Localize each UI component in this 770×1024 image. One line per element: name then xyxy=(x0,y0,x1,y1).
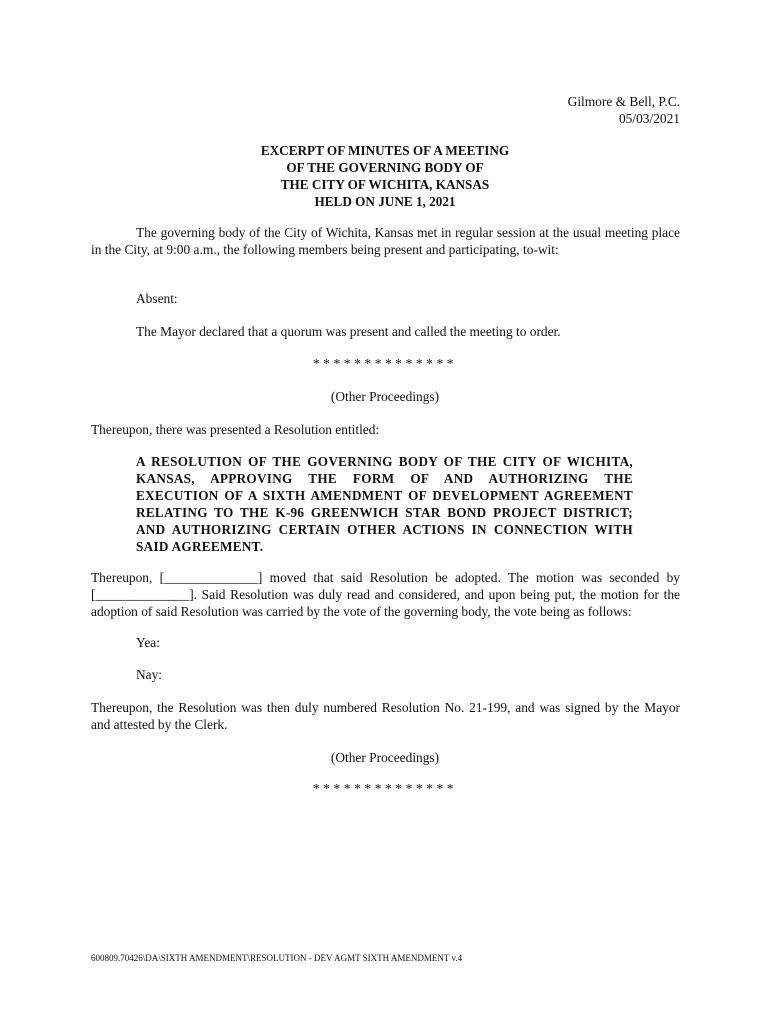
yea-label: Yea: xyxy=(136,635,160,650)
firm-name: Gilmore & Bell, P.C. xyxy=(567,94,680,109)
title-line-1: EXCERPT OF MINUTES OF A MEETING xyxy=(260,143,510,158)
firm-header xyxy=(568,93,680,127)
separator-stars-top: ************** xyxy=(312,356,458,371)
motion-paragraph: Thereupon, [______________] moved that said Resolution be adopted. The motion was seconded by [______________]. Said Resolution was duly read and considered, and upon being put, the motion for the adoption of said Resolution was carried by the vote of the governing body, the vote being as follows: xyxy=(91,570,680,619)
other-proceedings-top: (Other Proceedings) xyxy=(330,389,440,404)
title-line-4: HELD ON JUNE 1, 2021 xyxy=(314,194,456,209)
quorum-statement: The Mayor declared that a quorum was present and called the meeting to order. xyxy=(136,324,561,339)
title-line-2: OF THE GOVERNING BODY OF xyxy=(286,160,484,175)
opening-paragraph: The governing body of the City of Wichita, Kansas met in regular session at the usual meeting place in the City, at 9:00 a.m., the following members being present and participating, to-wit: xyxy=(91,225,680,257)
nay-label: Nay: xyxy=(136,667,163,682)
resolution-title: A RESOLUTION OF THE GOVERNING BODY OF THE CITY OF WICHITA, KANSAS, APPROVING THE FORM OF AND AUTHORIZING THE EXECUTION OF A SIXTH AMENDMENT OF DEVELOPMENT AGREEMENT RELATING TO THE K-96 GREENWICH STAR BOND PROJECT DISTRICT; AND AUTHORIZING CERTAIN OTHER ACTIONS IN CONNECTION WITH SAID AGREEMENT. xyxy=(136,454,633,554)
document-title xyxy=(0,142,770,210)
absent-label: Absent: xyxy=(136,291,178,306)
presented-statement: Thereupon, there was presented a Resolution entitled: xyxy=(91,422,380,437)
document-path-footer: 600809.70426\DA\SIXTH AMENDMENT\RESOLUTION - DEV AGMT SIXTH AMENDMENT v.4 xyxy=(91,953,463,963)
separator-stars-bottom: ************** xyxy=(312,781,458,796)
numbered-paragraph: Thereupon, the Resolution was then duly numbered Resolution No. 21-199, and was signed by the Mayor and attested by the Clerk. xyxy=(91,700,680,732)
document-date: 05/03/2021 xyxy=(618,111,680,126)
title-line-3: THE CITY OF WICHITA, KANSAS xyxy=(280,177,490,192)
other-proceedings-bottom: (Other Proceedings) xyxy=(330,750,440,765)
